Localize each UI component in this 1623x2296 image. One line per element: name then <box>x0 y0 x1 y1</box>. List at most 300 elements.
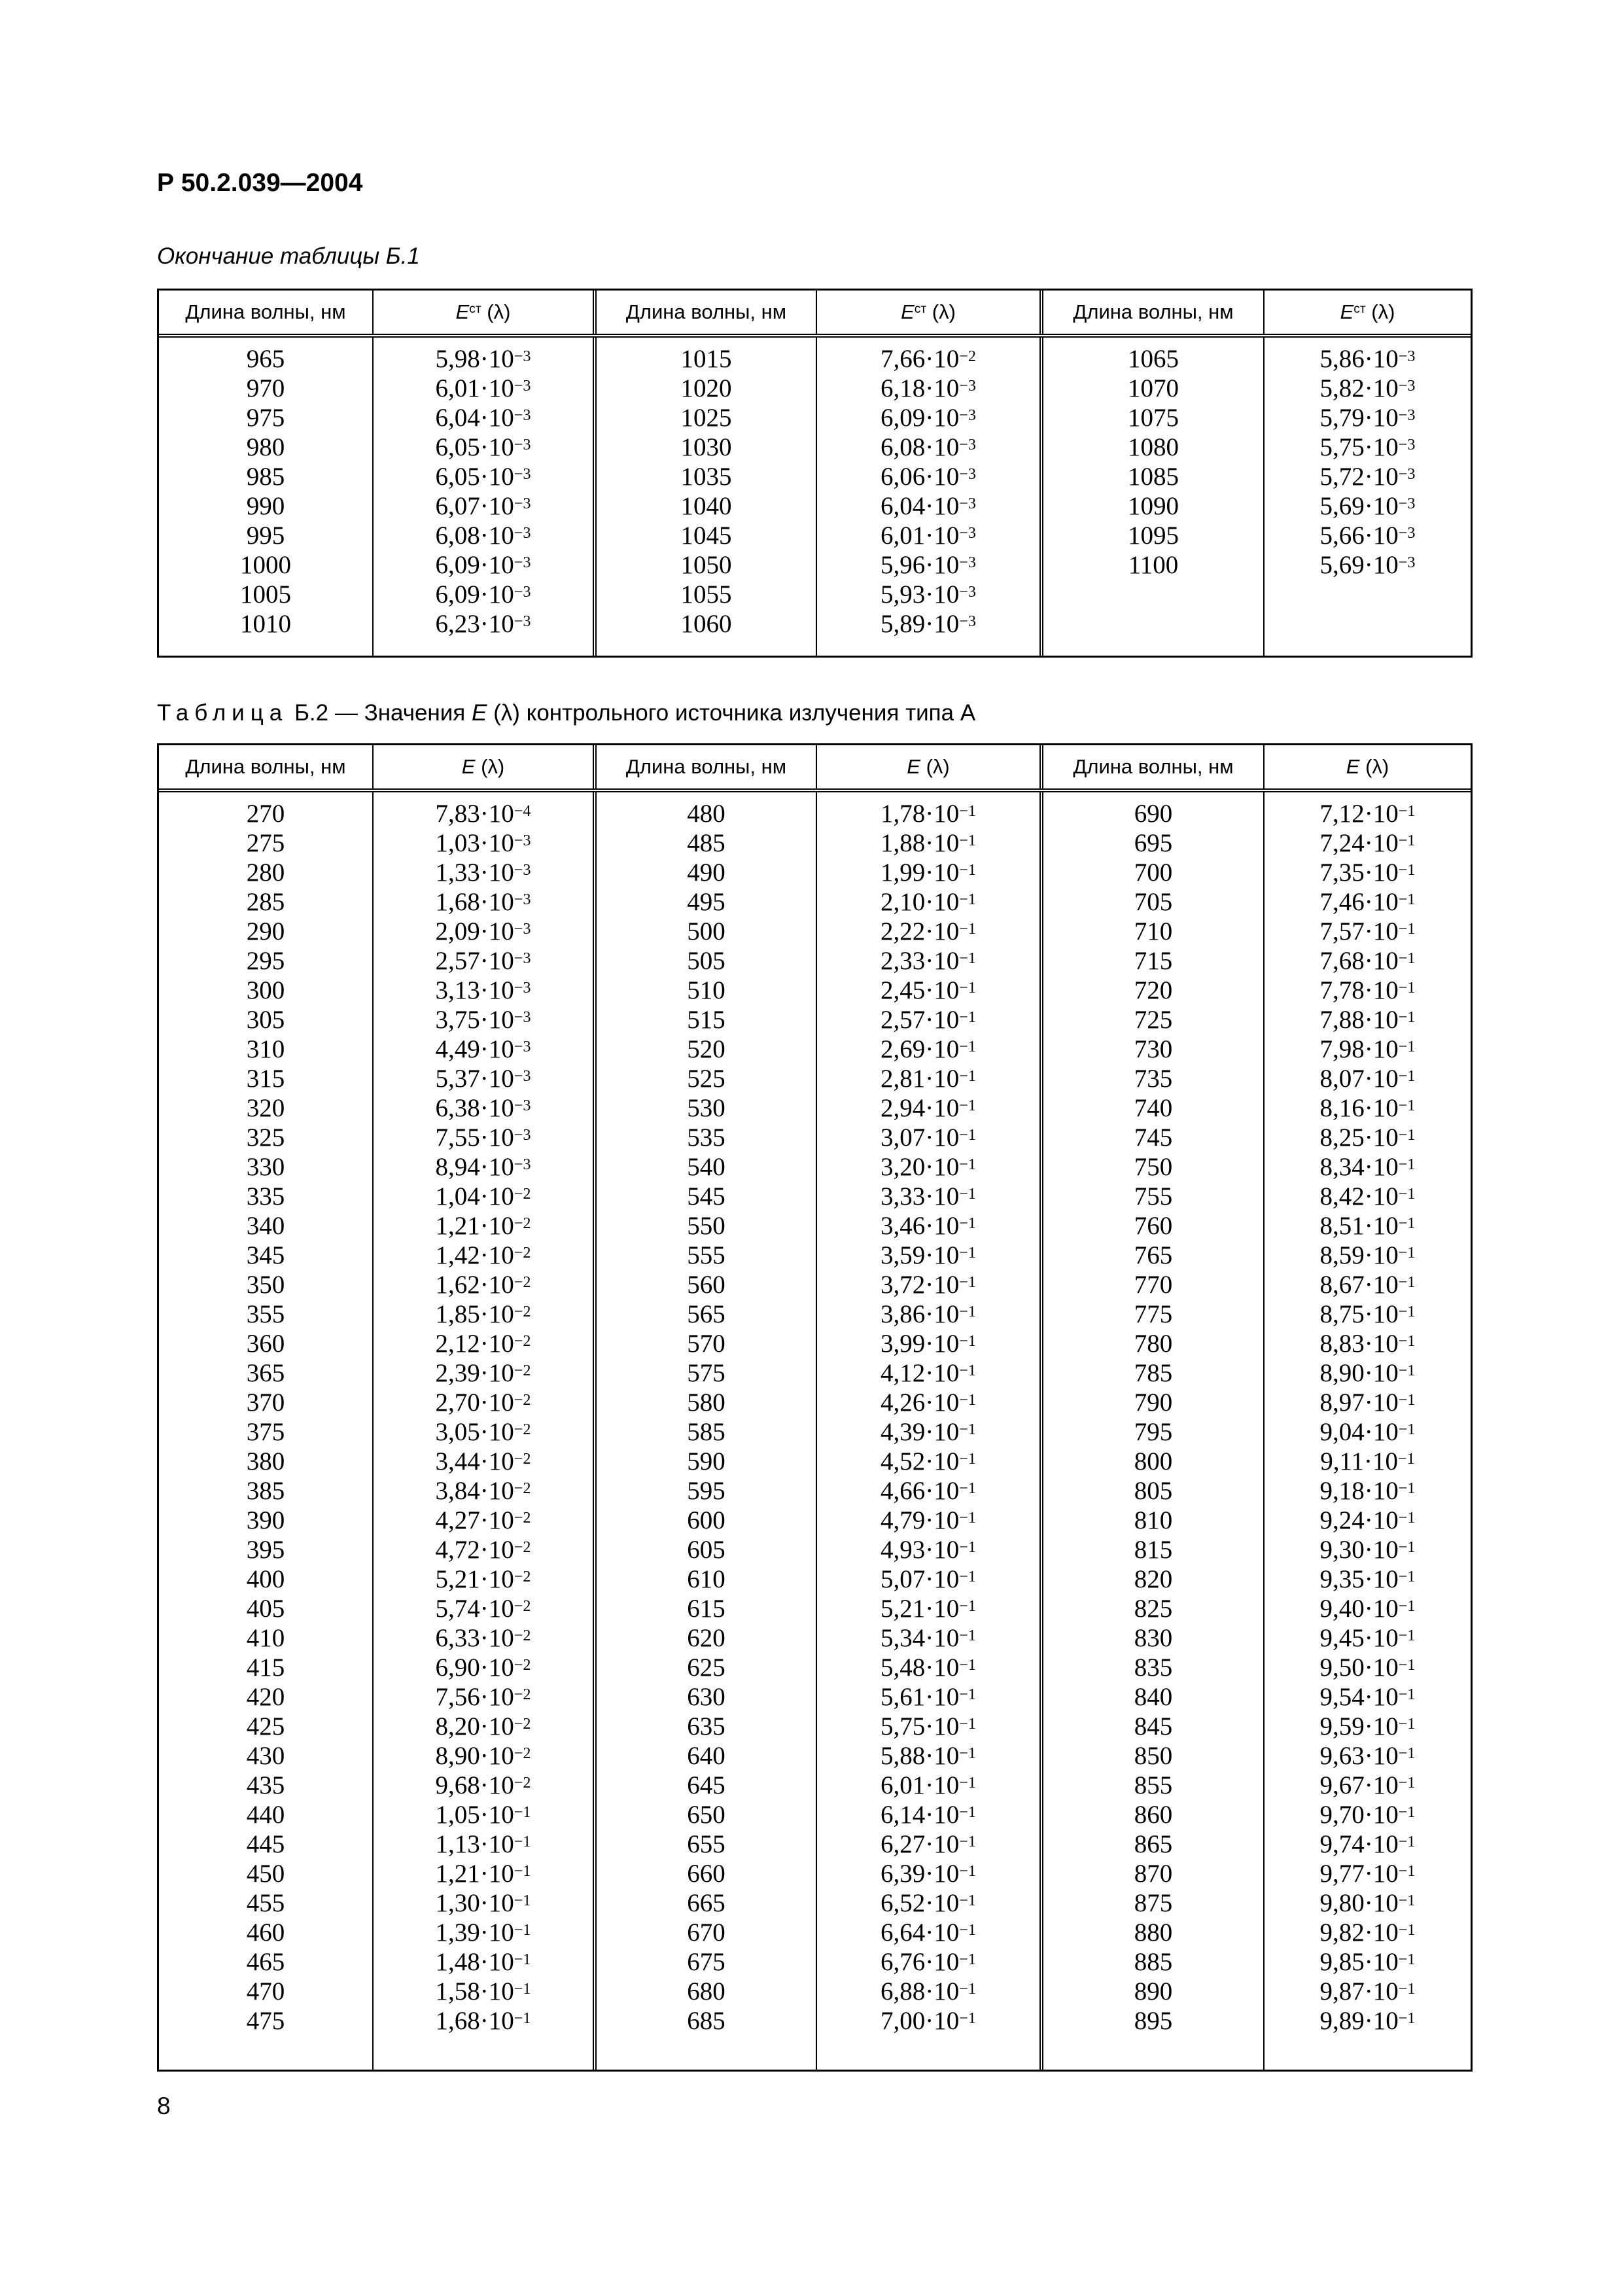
table-header <box>159 291 1471 338</box>
table-cell-wavelength: 705 <box>1134 888 1173 916</box>
table-cell-wavelength: 465 <box>246 1948 285 1976</box>
table-cell-wavelength: 730 <box>1134 1035 1173 1063</box>
table-cell-value: $8,83\cdot 10^{-1}$ <box>1319 1330 1416 1358</box>
table-cell-value: $1,85\cdot 10^{-2}$ <box>435 1300 531 1328</box>
table-b1 <box>157 289 1473 658</box>
value-column <box>817 792 1043 2070</box>
table-cell-value: $8,07\cdot 10^{-1}$ <box>1319 1065 1416 1093</box>
table-cell-wavelength: 710 <box>1134 917 1173 945</box>
table-cell-value: $6,01\cdot 10^{-3}$ <box>435 374 531 402</box>
table-cell-wavelength: 365 <box>246 1359 285 1387</box>
table-cell-wavelength: 560 <box>687 1271 725 1299</box>
table-cell-value: $1,13\cdot 10^{-1}$ <box>435 1830 531 1858</box>
table-cell-value: $8,42\cdot 10^{-1}$ <box>1319 1182 1416 1210</box>
document-code: Р 50.2.039—2004 <box>157 169 363 197</box>
wavelength-column <box>597 792 817 2070</box>
table-cell-value: $2,70\cdot 10^{-2}$ <box>435 1388 531 1417</box>
table-cell-value: $9,54\cdot 10^{-1}$ <box>1319 1683 1416 1711</box>
table-cell-value: $3,13\cdot 10^{-3}$ <box>435 976 531 1004</box>
table-cell-value: $9,80\cdot 10^{-1}$ <box>1319 1889 1416 1917</box>
table-cell-wavelength: 515 <box>687 1006 725 1034</box>
table-cell-wavelength: 330 <box>246 1153 285 1181</box>
table-cell-value: $2,12\cdot 10^{-2}$ <box>435 1330 531 1358</box>
table-cell-value: $7,57\cdot 10^{-1}$ <box>1319 917 1416 945</box>
table-cell-wavelength: 510 <box>687 976 725 1004</box>
table-cell-value: $5,98\cdot 10^{-3}$ <box>435 345 531 373</box>
table-cell-value: $9,11\cdot 10^{-1}$ <box>1320 1447 1415 1475</box>
table-b2-caption <box>157 700 975 726</box>
table-cell-value: $5,93\cdot 10^{-3}$ <box>881 580 976 609</box>
header-e: E (λ) <box>817 745 1043 788</box>
table-cell-wavelength: 520 <box>687 1035 725 1063</box>
table-cell-value: $4,72\cdot 10^{-2}$ <box>435 1536 531 1564</box>
table-cell-value: $6,39\cdot 10^{-1}$ <box>881 1860 976 1888</box>
table-body <box>159 338 1471 656</box>
table-cell-wavelength: 450 <box>246 1860 285 1888</box>
table-cell-wavelength: 870 <box>1134 1860 1173 1888</box>
table-cell-value: $3,86\cdot 10^{-1}$ <box>881 1300 976 1328</box>
table-cell-wavelength: 380 <box>246 1447 285 1475</box>
value-column <box>817 338 1043 656</box>
table-cell-wavelength: 860 <box>1134 1801 1173 1829</box>
table-cell-value: $6,04\cdot 10^{-3}$ <box>881 492 976 520</box>
table-cell-value: $5,74\cdot 10^{-2}$ <box>435 1595 531 1623</box>
table-cell-wavelength: 1085 <box>1128 463 1179 491</box>
table-cell-value: $6,88\cdot 10^{-1}$ <box>881 1977 976 2005</box>
table-cell-value: $8,25\cdot 10^{-1}$ <box>1319 1123 1416 1152</box>
table-cell-wavelength: 790 <box>1134 1388 1173 1417</box>
table-cell-value: $9,50\cdot 10^{-1}$ <box>1319 1653 1416 1682</box>
table-cell-value: $6,05\cdot 10^{-3}$ <box>435 463 531 491</box>
table-cell-value: $5,75\cdot 10^{-3}$ <box>1319 433 1416 461</box>
table-cell-wavelength: 685 <box>687 2007 725 2035</box>
table-cell-wavelength: 1025 <box>680 404 732 432</box>
table-cell-wavelength: 315 <box>246 1065 285 1093</box>
table-cell-value: $9,68\cdot 10^{-2}$ <box>435 1771 531 1799</box>
header-est: E $^{ст}$ (λ) <box>374 291 597 334</box>
table-cell-wavelength: 985 <box>246 463 285 491</box>
table-cell-value: $1,30\cdot 10^{-1}$ <box>435 1889 531 1917</box>
table-cell-value: $8,90\cdot 10^{-2}$ <box>435 1742 531 1770</box>
table-cell-wavelength: 285 <box>246 888 285 916</box>
table-cell-wavelength: 965 <box>246 345 285 373</box>
table-cell-wavelength: 385 <box>246 1477 285 1505</box>
table-cell-wavelength: 410 <box>246 1624 285 1652</box>
table-cell-value: $6,90\cdot 10^{-2}$ <box>435 1653 531 1682</box>
table-cell-value: $6,09\cdot 10^{-3}$ <box>435 551 531 579</box>
table-cell-value: $8,16\cdot 10^{-1}$ <box>1319 1094 1416 1122</box>
table-cell-value: $2,39\cdot 10^{-2}$ <box>435 1359 531 1387</box>
table-cell-value: $1,04\cdot 10^{-2}$ <box>435 1182 531 1210</box>
table-cell-wavelength: 340 <box>246 1212 285 1240</box>
table-cell-value: $5,96\cdot 10^{-3}$ <box>881 551 976 579</box>
table-cell-wavelength: 745 <box>1134 1123 1173 1152</box>
table-cell-wavelength: 475 <box>246 2007 285 2035</box>
table-cell-value: $5,37\cdot 10^{-3}$ <box>435 1065 531 1093</box>
table-cell-wavelength: 610 <box>687 1565 725 1593</box>
table-cell-wavelength: 725 <box>1134 1006 1173 1034</box>
table-cell-value: $1,33\cdot 10^{-3}$ <box>435 858 531 887</box>
table-cell-wavelength: 720 <box>1134 976 1173 1004</box>
table-cell-value: $5,75\cdot 10^{-1}$ <box>881 1712 976 1740</box>
table-cell-wavelength: 1045 <box>680 521 732 550</box>
table-cell-value: $3,75\cdot 10^{-3}$ <box>435 1006 531 1034</box>
table-cell-value: $2,57\cdot 10^{-1}$ <box>881 1006 976 1034</box>
table-cell-value: $4,66\cdot 10^{-1}$ <box>881 1477 976 1505</box>
table-cell-value: $1,99\cdot 10^{-1}$ <box>881 858 976 887</box>
table-cell-wavelength: 995 <box>246 521 285 550</box>
header-wavelength: Длина волны, нм <box>597 745 817 788</box>
table-cell-value: $6,01\cdot 10^{-1}$ <box>881 1771 976 1799</box>
table-cell-value: $1,68\cdot 10^{-3}$ <box>435 888 531 916</box>
table-cell-wavelength: 695 <box>1134 829 1173 857</box>
table-cell-value: $9,67\cdot 10^{-1}$ <box>1319 1771 1416 1799</box>
table-cell-value: $2,45\cdot 10^{-1}$ <box>881 976 976 1004</box>
table-cell-wavelength: 545 <box>687 1182 725 1210</box>
table-cell-wavelength: 355 <box>246 1300 285 1328</box>
table-cell-value: $2,81\cdot 10^{-1}$ <box>881 1065 976 1093</box>
table-cell-wavelength: 425 <box>246 1712 285 1740</box>
caption-symbol: E <box>472 700 487 726</box>
table-cell-wavelength: 345 <box>246 1241 285 1269</box>
table-cell-wavelength: 325 <box>246 1123 285 1152</box>
table-cell-wavelength: 1060 <box>680 610 732 638</box>
table-cell-value: $9,04\cdot 10^{-1}$ <box>1319 1418 1416 1446</box>
table-cell-value: $8,51\cdot 10^{-1}$ <box>1319 1212 1416 1240</box>
table-cell-wavelength: 615 <box>687 1595 725 1623</box>
table-cell-wavelength: 700 <box>1134 858 1173 887</box>
table-cell-wavelength: 1005 <box>240 580 291 609</box>
table-cell-value: $9,74\cdot 10^{-1}$ <box>1319 1830 1416 1858</box>
table-cell-value: $4,26\cdot 10^{-1}$ <box>881 1388 976 1417</box>
table-cell-value: $6,64\cdot 10^{-1}$ <box>881 1918 976 1947</box>
table-cell-value: $1,03\cdot 10^{-3}$ <box>435 829 531 857</box>
wavelength-column <box>1043 792 1265 2070</box>
table-cell-value: $3,46\cdot 10^{-1}$ <box>881 1212 976 1240</box>
table-cell-wavelength: 445 <box>246 1830 285 1858</box>
table-cell-wavelength: 605 <box>687 1536 725 1564</box>
table-cell-value: $6,07\cdot 10^{-3}$ <box>435 492 531 520</box>
table-cell-wavelength: 810 <box>1134 1506 1173 1534</box>
table-cell-wavelength: 360 <box>246 1330 285 1358</box>
table-cell-value: $5,69\cdot 10^{-3}$ <box>1319 492 1416 520</box>
table-cell-wavelength: 1070 <box>1128 374 1179 402</box>
table-cell-value: $4,52\cdot 10^{-1}$ <box>881 1447 976 1475</box>
table-cell-value: $5,66\cdot 10^{-3}$ <box>1319 521 1416 550</box>
table-cell-wavelength: 295 <box>246 947 285 975</box>
table-cell-wavelength: 760 <box>1134 1212 1173 1240</box>
table-cell-value: $8,94\cdot 10^{-3}$ <box>435 1153 531 1181</box>
table-cell-wavelength: 890 <box>1134 1977 1173 2005</box>
table-cell-value: $6,52\cdot 10^{-1}$ <box>881 1889 976 1917</box>
table-cell-wavelength: 990 <box>246 492 285 520</box>
table-cell-wavelength: 455 <box>246 1889 285 1917</box>
table-cell-value: $5,48\cdot 10^{-1}$ <box>881 1653 976 1682</box>
table-header <box>159 745 1471 792</box>
table-cell-wavelength: 895 <box>1134 2007 1173 2035</box>
table-cell-wavelength: 815 <box>1134 1536 1173 1564</box>
table-cell-wavelength: 335 <box>246 1182 285 1210</box>
table-cell-value: $3,84\cdot 10^{-2}$ <box>435 1477 531 1505</box>
table-cell-value: $7,24\cdot 10^{-1}$ <box>1319 829 1416 857</box>
table-cell-value: $1,39\cdot 10^{-1}$ <box>435 1918 531 1947</box>
table-cell-wavelength: 980 <box>246 433 285 461</box>
table-cell-value: $2,22\cdot 10^{-1}$ <box>881 917 976 945</box>
table-cell-wavelength: 420 <box>246 1683 285 1711</box>
table-cell-value: $5,89\cdot 10^{-3}$ <box>881 610 976 638</box>
table-cell-wavelength: 975 <box>246 404 285 432</box>
table-cell-value: $7,35\cdot 10^{-1}$ <box>1319 858 1416 887</box>
table-cell-value: $8,59\cdot 10^{-1}$ <box>1319 1241 1416 1269</box>
table-cell-value: $5,88\cdot 10^{-1}$ <box>881 1742 976 1770</box>
table-cell-value: $2,10\cdot 10^{-1}$ <box>881 888 976 916</box>
table-cell-value: $7,56\cdot 10^{-2}$ <box>435 1683 531 1711</box>
table-cell-value: $8,34\cdot 10^{-1}$ <box>1319 1153 1416 1181</box>
header-est: E $^{ст}$ (λ) <box>817 291 1043 334</box>
table-cell-wavelength: 395 <box>246 1536 285 1564</box>
table-cell-wavelength: 755 <box>1134 1182 1173 1210</box>
table-cell-wavelength: 1050 <box>680 551 732 579</box>
table-cell-wavelength: 880 <box>1134 1918 1173 1947</box>
table-cell-value: $6,01\cdot 10^{-3}$ <box>881 521 976 550</box>
table-cell-wavelength: 665 <box>687 1889 725 1917</box>
table-cell-wavelength: 495 <box>687 888 725 916</box>
table-cell-value: $4,93\cdot 10^{-1}$ <box>881 1536 976 1564</box>
table-cell-value: $2,33\cdot 10^{-1}$ <box>881 947 976 975</box>
table-cell-value: $9,18\cdot 10^{-1}$ <box>1319 1477 1416 1505</box>
table-cell-value: $4,12\cdot 10^{-1}$ <box>881 1359 976 1387</box>
table-cell-value: $1,58\cdot 10^{-1}$ <box>435 1977 531 2005</box>
table-cell-value: $5,79\cdot 10^{-3}$ <box>1319 404 1416 432</box>
table-cell-value: $9,30\cdot 10^{-1}$ <box>1319 1536 1416 1564</box>
table-cell-wavelength: 1090 <box>1128 492 1179 520</box>
table-cell-wavelength: 865 <box>1134 1830 1173 1858</box>
table-cell-wavelength: 715 <box>1134 947 1173 975</box>
table-cell-value: $3,20\cdot 10^{-1}$ <box>881 1153 976 1181</box>
table-cell-value: $6,05\cdot 10^{-3}$ <box>435 433 531 461</box>
table-cell-value: $8,20\cdot 10^{-2}$ <box>435 1712 531 1740</box>
table-cell-value: $9,35\cdot 10^{-1}$ <box>1319 1565 1416 1593</box>
table-cell-wavelength: 505 <box>687 947 725 975</box>
table-cell-value: $7,88\cdot 10^{-1}$ <box>1319 1006 1416 1034</box>
table-cell-value: $8,75\cdot 10^{-1}$ <box>1319 1300 1416 1328</box>
table-cell-wavelength: 1065 <box>1128 345 1179 373</box>
table-cell-value: $7,66\cdot 10^{-2}$ <box>881 345 976 373</box>
table-cell-value: $6,08\cdot 10^{-3}$ <box>881 433 976 461</box>
wavelength-column <box>159 338 374 656</box>
table-cell-wavelength: 735 <box>1134 1065 1173 1093</box>
table-cell-wavelength: 1075 <box>1128 404 1179 432</box>
header-est: E $^{ст}$ (λ) <box>1340 300 1395 323</box>
table-cell-wavelength: 350 <box>246 1271 285 1299</box>
table-cell-wavelength: 835 <box>1134 1653 1173 1682</box>
table-cell-wavelength: 595 <box>687 1477 725 1505</box>
table-cell-wavelength: 1055 <box>680 580 732 609</box>
table-cell-value: $9,59\cdot 10^{-1}$ <box>1319 1712 1416 1740</box>
table-cell-wavelength: 480 <box>687 800 725 828</box>
value-column <box>1265 338 1471 656</box>
table-cell-value: $7,83\cdot 10^{-4}$ <box>435 800 531 828</box>
table-cell-value: $4,27\cdot 10^{-2}$ <box>435 1506 531 1534</box>
header-wavelength: Длина волны, нм <box>597 291 817 334</box>
table-cell-wavelength: 830 <box>1134 1624 1173 1652</box>
table-cell-wavelength: 460 <box>246 1918 285 1947</box>
table-cell-wavelength: 535 <box>687 1123 725 1152</box>
table-cell-value: $1,78\cdot 10^{-1}$ <box>881 800 976 828</box>
table-cell-value: $2,09\cdot 10^{-3}$ <box>435 917 531 945</box>
table-cell-value: $3,59\cdot 10^{-1}$ <box>881 1241 976 1269</box>
table-cell-value: $7,55\cdot 10^{-3}$ <box>435 1123 531 1152</box>
table-cell-wavelength: 300 <box>246 976 285 1004</box>
table-cell-value: $7,68\cdot 10^{-1}$ <box>1319 947 1416 975</box>
table-cell-wavelength: 850 <box>1134 1742 1173 1770</box>
table-cell-wavelength: 435 <box>246 1771 285 1799</box>
table-cell-wavelength: 795 <box>1134 1418 1173 1446</box>
table-cell-wavelength: 490 <box>687 858 725 887</box>
table-cell-wavelength: 1020 <box>680 374 732 402</box>
table-cell-wavelength: 430 <box>246 1742 285 1770</box>
table-cell-wavelength: 390 <box>246 1506 285 1534</box>
table-cell-wavelength: 1010 <box>240 610 291 638</box>
table-cell-value: $1,68\cdot 10^{-1}$ <box>435 2007 531 2035</box>
table-cell-value: $1,21\cdot 10^{-1}$ <box>435 1860 531 1888</box>
table-cell-value: $5,34\cdot 10^{-1}$ <box>881 1624 976 1652</box>
table-cell-wavelength: 485 <box>687 829 725 857</box>
table-cell-wavelength: 690 <box>1134 800 1173 828</box>
table-cell-wavelength: 440 <box>246 1801 285 1829</box>
table-cell-wavelength: 305 <box>246 1006 285 1034</box>
table-cell-value: $6,38\cdot 10^{-3}$ <box>435 1094 531 1122</box>
table-cell-value: $2,57\cdot 10^{-3}$ <box>435 947 531 975</box>
table-cell-wavelength: 655 <box>687 1830 725 1858</box>
header-e: E (λ) <box>1346 755 1389 778</box>
table-cell-wavelength: 570 <box>687 1330 725 1358</box>
table-cell-value: $1,88\cdot 10^{-1}$ <box>881 829 976 857</box>
table-cell-value: $5,82\cdot 10^{-3}$ <box>1319 374 1416 402</box>
table-cell-wavelength: 1095 <box>1128 521 1179 550</box>
table-cell-wavelength: 750 <box>1134 1153 1173 1181</box>
table-cell-wavelength: 580 <box>687 1388 725 1417</box>
table-cell-wavelength: 280 <box>246 858 285 887</box>
table-cell-wavelength: 775 <box>1134 1300 1173 1328</box>
table-cell-value: $3,44\cdot 10^{-2}$ <box>435 1447 531 1475</box>
table-cell-value: $9,85\cdot 10^{-1}$ <box>1319 1948 1416 1976</box>
table-cell-value: $6,23\cdot 10^{-3}$ <box>435 610 531 638</box>
table-cell-wavelength: 770 <box>1134 1271 1173 1299</box>
table-cell-wavelength: 1030 <box>680 433 732 461</box>
table-cell-value: $5,61\cdot 10^{-1}$ <box>881 1683 976 1711</box>
table-cell-wavelength: 780 <box>1134 1330 1173 1358</box>
table-cell-value: $7,98\cdot 10^{-1}$ <box>1319 1035 1416 1063</box>
value-column <box>374 338 597 656</box>
table-cell-wavelength: 670 <box>687 1918 725 1947</box>
table-cell-wavelength: 550 <box>687 1212 725 1240</box>
table-cell-value: $8,97\cdot 10^{-1}$ <box>1319 1388 1416 1417</box>
table-cell-wavelength: 400 <box>246 1565 285 1593</box>
table-cell-wavelength: 565 <box>687 1300 725 1328</box>
table-cell-wavelength: 660 <box>687 1860 725 1888</box>
table-cell-wavelength: 825 <box>1134 1595 1173 1623</box>
table-cell-wavelength: 270 <box>246 800 285 828</box>
table-cell-value: $6,33\cdot 10^{-2}$ <box>435 1624 531 1652</box>
table-cell-value: $4,39\cdot 10^{-1}$ <box>881 1418 976 1446</box>
table-cell-wavelength: 415 <box>246 1653 285 1682</box>
table-cell-wavelength: 590 <box>687 1447 725 1475</box>
table-cell-wavelength: 765 <box>1134 1241 1173 1269</box>
wavelength-column <box>159 792 374 2070</box>
caption-label: Таблица <box>157 700 288 726</box>
table-cell-value: $5,21\cdot 10^{-2}$ <box>435 1565 531 1593</box>
table-cell-wavelength: 320 <box>246 1094 285 1122</box>
header-wavelength: Длина волны, нм <box>159 745 374 788</box>
table-cell-wavelength: 855 <box>1134 1771 1173 1799</box>
header-e: E (λ) <box>374 745 597 788</box>
table-cell-value: $1,42\cdot 10^{-2}$ <box>435 1241 531 1269</box>
table-cell-value: $7,00\cdot 10^{-1}$ <box>881 2007 976 2035</box>
table-cell-value: $6,18\cdot 10^{-3}$ <box>881 374 976 402</box>
caption-rest: (λ) контрольного источника излучения типа А <box>487 700 976 726</box>
table-cell-wavelength: 800 <box>1134 1447 1173 1475</box>
value-column <box>1265 792 1471 2070</box>
table-cell-wavelength: 1080 <box>1128 433 1179 461</box>
table-cell-value: $4,79\cdot 10^{-1}$ <box>881 1506 976 1534</box>
header-wavelength: Длина волны, нм <box>159 291 374 334</box>
table-cell-wavelength: 500 <box>687 917 725 945</box>
table-cell-wavelength: 630 <box>687 1683 725 1711</box>
value-column <box>374 792 597 2070</box>
table-cell-value: $9,40\cdot 10^{-1}$ <box>1319 1595 1416 1623</box>
table-cell-value: $2,94\cdot 10^{-1}$ <box>881 1094 976 1122</box>
table-cell-value: $6,09\cdot 10^{-3}$ <box>881 404 976 432</box>
table-cell-wavelength: 540 <box>687 1153 725 1181</box>
table-cell-wavelength: 970 <box>246 374 285 402</box>
table-cell-value: $9,24\cdot 10^{-1}$ <box>1319 1506 1416 1534</box>
table-cell-wavelength: 470 <box>246 1977 285 2005</box>
table-cell-wavelength: 885 <box>1134 1948 1173 1976</box>
table-cell-value: $8,90\cdot 10^{-1}$ <box>1319 1359 1416 1387</box>
table-cell-value: $3,07\cdot 10^{-1}$ <box>881 1123 976 1152</box>
table-cell-wavelength: 620 <box>687 1624 725 1652</box>
table-cell-wavelength: 530 <box>687 1094 725 1122</box>
table-cell-wavelength: 375 <box>246 1418 285 1446</box>
table-cell-wavelength: 675 <box>687 1948 725 1976</box>
table-cell-wavelength: 1100 <box>1128 551 1179 579</box>
table-cell-value: $9,45\cdot 10^{-1}$ <box>1319 1624 1416 1652</box>
table-cell-value: $5,07\cdot 10^{-1}$ <box>881 1565 976 1593</box>
table-cell-value: $7,12\cdot 10^{-1}$ <box>1319 800 1416 828</box>
table-cell-wavelength: 785 <box>1134 1359 1173 1387</box>
table-cell-value: $1,21\cdot 10^{-2}$ <box>435 1212 531 1240</box>
table-body <box>159 792 1471 2070</box>
table-cell-wavelength: 290 <box>246 917 285 945</box>
table-cell-wavelength: 525 <box>687 1065 725 1093</box>
header-wavelength: Длина волны, нм <box>1043 745 1265 788</box>
table-cell-wavelength: 650 <box>687 1801 725 1829</box>
table-cell-value: $6,09\cdot 10^{-3}$ <box>435 580 531 609</box>
table-cell-value: $6,04\cdot 10^{-3}$ <box>435 404 531 432</box>
table-b2 <box>157 743 1473 2072</box>
table-cell-value: $4,49\cdot 10^{-3}$ <box>435 1035 531 1063</box>
table-cell-value: $9,82\cdot 10^{-1}$ <box>1319 1918 1416 1947</box>
header-wavelength: Длина волны, нм <box>1043 291 1265 334</box>
table-cell-value: $9,87\cdot 10^{-1}$ <box>1319 1977 1416 2005</box>
table-cell-wavelength: 640 <box>687 1742 725 1770</box>
table-cell-wavelength: 1040 <box>680 492 732 520</box>
table-cell-wavelength: 600 <box>687 1506 725 1534</box>
table-cell-value: $6,14\cdot 10^{-1}$ <box>881 1801 976 1829</box>
table-cell-value: $1,62\cdot 10^{-2}$ <box>435 1271 531 1299</box>
table-cell-wavelength: 680 <box>687 1977 725 2005</box>
